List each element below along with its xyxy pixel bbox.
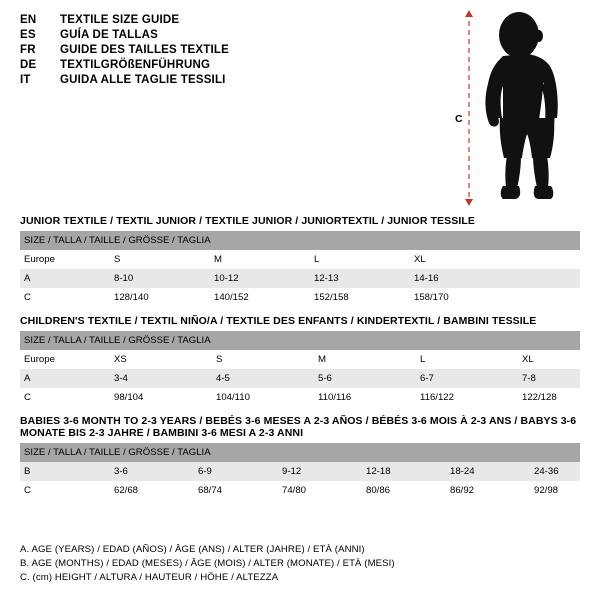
cell: 24-36 — [530, 462, 580, 481]
header-row-en — [20, 14, 440, 26]
cell: 86/92 — [446, 481, 530, 500]
section-childrens-textile — [20, 315, 580, 407]
header-title-it: GUIDA ALLE TAGLIE TESSILI — [60, 74, 226, 86]
table-header-row — [20, 443, 580, 462]
cell: 122/128 — [518, 388, 580, 407]
header-title-fr: GUIDE DES TAILLES TEXTILE — [60, 44, 229, 56]
header-block — [20, 14, 440, 89]
footnotes-block — [20, 544, 580, 586]
cell: 3-6 — [110, 462, 194, 481]
cell: 12-13 — [310, 269, 410, 288]
table-row — [20, 462, 580, 481]
row-label: Europe — [20, 350, 110, 369]
child-silhouette-icon — [455, 8, 585, 208]
cell: XL — [410, 250, 510, 269]
header-title-en: TEXTILE SIZE GUIDE — [60, 14, 180, 26]
cell: 68/74 — [194, 481, 278, 500]
table-row — [20, 388, 580, 407]
language-code-fr: FR — [20, 44, 36, 56]
cell: M — [210, 250, 310, 269]
table-header-label: SIZE / TALLA / TAILLE / GRÖSSE / TAGLIA — [20, 443, 580, 462]
section-title-children: CHILDREN'S TEXTILE / TEXTIL NIÑO/A / TEXTILE DES ENFANTS / KINDERTEXTIL / BAMBINI TESSILE — [20, 315, 537, 327]
language-code-de: DE — [20, 59, 37, 71]
header-row-it — [20, 74, 440, 86]
row-label: C — [20, 388, 110, 407]
table-row — [20, 350, 580, 369]
table-row — [20, 269, 580, 288]
table-row — [20, 369, 580, 388]
cell: 92/98 — [530, 481, 580, 500]
language-code-es: ES — [20, 29, 36, 41]
footnote-height-cm: C. (cm) HEIGHT / ALTURA / HAUTEUR / HÖHE / ALTEZZA — [20, 572, 279, 583]
cell: 104/110 — [212, 388, 314, 407]
table-row — [20, 481, 580, 500]
header-row-es — [20, 29, 440, 41]
cell: 3-4 — [110, 369, 212, 388]
cell: 9-12 — [278, 462, 362, 481]
cell: 6-7 — [416, 369, 518, 388]
table-row — [20, 250, 580, 269]
row-label: C — [20, 288, 110, 307]
cell: 110/116 — [314, 388, 416, 407]
cell-empty — [510, 269, 580, 288]
cell: 80/86 — [362, 481, 446, 500]
table-header-label: SIZE / TALLA / TAILLE / GRÖSSE / TAGLIA — [20, 331, 580, 350]
row-label: A — [20, 369, 110, 388]
header-row-fr — [20, 44, 440, 56]
cell: 128/140 — [110, 288, 210, 307]
header-title-es: GUÍA DE TALLAS — [60, 29, 158, 41]
cell: 7-8 — [518, 369, 580, 388]
footnote-age-years: A. AGE (YEARS) / EDAD (AÑOS) / ÂGE (ANS) / ALTER (JAHRE) / ETÀ (ANNI) — [20, 544, 365, 555]
language-code-en: EN — [20, 14, 37, 26]
table-childrens-textile — [20, 331, 580, 407]
row-label: Europe — [20, 250, 110, 269]
cell: 6-9 — [194, 462, 278, 481]
cell: 116/122 — [416, 388, 518, 407]
section-junior-textile — [20, 215, 580, 307]
table-header-label: SIZE / TALLA / TAILLE / GRÖSSE / TAGLIA — [20, 231, 580, 250]
cell: 18-24 — [446, 462, 530, 481]
section-title-babies: BABIES 3-6 MONTH TO 2-3 YEARS / BEBÉS 3-6 MESES A 2-3 AÑOS / BÉBÉS 3-6 MOIS À 2-3 ANS / BABYS 3-6 MONATE BIS 2-3 JAHRE / BAMBINI 3-6 MESI A 2-3 ANNI — [20, 415, 577, 439]
cell: 14-16 — [410, 269, 510, 288]
cell: 74/80 — [278, 481, 362, 500]
child-silhouette-figure — [455, 8, 585, 203]
section-babies-textile — [20, 415, 580, 500]
header-row-de — [20, 59, 440, 71]
cell-empty — [510, 288, 580, 307]
row-label: C — [20, 481, 110, 500]
cell: L — [310, 250, 410, 269]
cell: XS — [110, 350, 212, 369]
cell: 98/104 — [110, 388, 212, 407]
cell: S — [110, 250, 210, 269]
section-title-junior: JUNIOR TEXTILE / TEXTIL JUNIOR / TEXTILE JUNIOR / JUNIORTEXTIL / JUNIOR TESSILE — [20, 215, 475, 227]
row-label: B — [20, 462, 110, 481]
table-row — [20, 288, 580, 307]
table-junior-textile — [20, 231, 580, 307]
table-babies-textile — [20, 443, 580, 500]
cell-empty — [510, 250, 580, 269]
cell: 4-5 — [212, 369, 314, 388]
table-header-row — [20, 231, 580, 250]
cell: 158/170 — [410, 288, 510, 307]
cell: 140/152 — [210, 288, 310, 307]
language-code-it: IT — [20, 74, 31, 86]
cell: 12-18 — [362, 462, 446, 481]
figure-measure-label: C — [455, 113, 463, 125]
cell: S — [212, 350, 314, 369]
header-title-de: TEXTILGRÖßENFÜHRUNG — [60, 59, 211, 71]
cell: 8-10 — [110, 269, 210, 288]
cell: L — [416, 350, 518, 369]
cell: 10-12 — [210, 269, 310, 288]
cell: M — [314, 350, 416, 369]
row-label: A — [20, 269, 110, 288]
cell: 152/158 — [310, 288, 410, 307]
footnote-age-months: B. AGE (MONTHS) / EDAD (MESES) / ÂGE (MOIS) / ALTER (MONATE) / ETÀ (MESI) — [20, 558, 395, 569]
cell: 5-6 — [314, 369, 416, 388]
cell: XL — [518, 350, 580, 369]
table-header-row — [20, 331, 580, 350]
cell: 62/68 — [110, 481, 194, 500]
